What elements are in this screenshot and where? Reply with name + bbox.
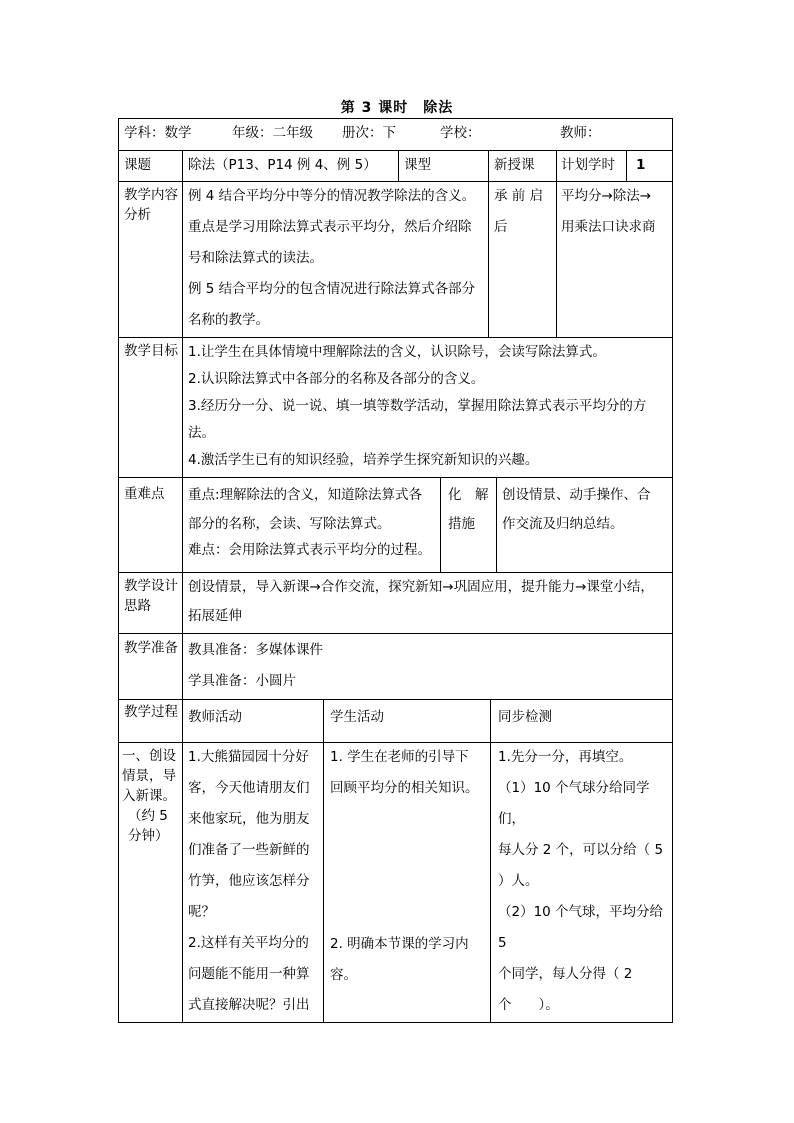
analysis-line: 号和除法算式的读法。 — [188, 250, 323, 266]
lesson-hours-value: 1 — [636, 157, 646, 173]
preparation-label: 教学准备 — [124, 640, 178, 656]
objectives-content — [188, 339, 670, 474]
teacher-line: 2.这样有关平均分的 — [188, 935, 309, 951]
teacher-line: 1.大熊猫园园十分好 — [188, 749, 309, 765]
analysis-line: 例 5 结合平均分的包含情况进行除法算式各部分 — [188, 281, 476, 297]
objective-line: 3.经历分一分、说一说、填一填等数学活动，掌握用除法算式表示平均分的方 — [188, 398, 647, 414]
teacher-activity — [188, 742, 322, 1021]
student-line: 1. 学生在老师的引导下 — [330, 749, 469, 765]
difficulty-line: 难点：会用除法算式表示平均分的过程。 — [188, 542, 431, 558]
analysis-line: 名称的教学。 — [188, 312, 269, 328]
teacher-line: 式直接解决呢？引出 — [188, 997, 310, 1013]
design-label: 教学设计思路 — [124, 578, 178, 614]
analysis-label: 教学内容分析 — [124, 187, 178, 223]
analysis-line: 重点是学习用除法算式表示平均分，然后介绍除 — [188, 219, 472, 235]
design-content — [188, 573, 672, 631]
col-student-header: 学生活动 — [330, 709, 384, 725]
stage-line: 入新课。 — [122, 788, 176, 804]
objective-line: 法。 — [188, 425, 215, 441]
stage-line: 分钟） — [128, 828, 169, 844]
preparation-content — [188, 635, 323, 697]
check-line: 个同学，每人分得（ 2 — [498, 966, 633, 982]
solve-label — [448, 481, 489, 539]
lesson-type-value: 新授课 — [494, 157, 535, 173]
solve-label-line: 化 解 — [448, 487, 489, 503]
lesson-plan-table — [118, 118, 673, 1023]
difficulty-content — [188, 481, 440, 561]
teacher-line: 客，今天他请朋友们 — [188, 780, 310, 796]
lesson-type-label: 课型 — [404, 157, 431, 173]
teacher-line: 问题能不能用一种算 — [188, 966, 310, 982]
teacher-line: 呢？ — [188, 904, 215, 920]
process-label: 教学过程 — [124, 704, 178, 720]
objective-line: 4.激活学生已有的知识经验，培养学生探究新知识的兴趣。 — [188, 452, 539, 468]
page-title: 第 3 课时 除法 — [340, 100, 454, 116]
check-line: 个 ）。 — [498, 997, 559, 1013]
objective-line: 2.认识除法算式中各部分的名称及各部分的含义。 — [188, 371, 485, 387]
teacher-line: 们准备了一些新鲜的 — [188, 842, 310, 858]
stage-label — [122, 746, 180, 846]
lesson-hours-label: 计划学时 — [561, 157, 615, 173]
subject-field: 学科：数学 — [124, 125, 192, 141]
student-activity-1 — [330, 742, 490, 804]
solve-line: 作交流及归纳总结。 — [502, 516, 624, 532]
lesson-value: 除法（P13、P14 例 4、例 5） — [188, 157, 377, 173]
lesson-label: 课题 — [124, 157, 151, 173]
check-line: ）人。 — [498, 873, 539, 889]
link-label — [494, 181, 543, 243]
student-line: 2. 明确本节课的学习内 — [330, 936, 469, 952]
stage-line: 情景，导 — [122, 768, 176, 784]
sync-check — [498, 742, 670, 1021]
solve-line: 创设情景、动手操作、合 — [502, 487, 651, 503]
difficulty-line: 部分的名称，会读、写除法算式。 — [188, 516, 391, 532]
link-label-line: 承 前 启 — [494, 188, 544, 204]
link-line: 用乘法口诀求商 — [561, 219, 656, 235]
col-teacher-header: 教师活动 — [188, 709, 242, 725]
analysis-line: 例 4 结合平均分中等分的情况教学除法的含义。 — [188, 188, 476, 204]
difficulty-line: 重点:理解除法的含义，知道除法算式各 — [188, 487, 423, 503]
link-label-line: 后 — [494, 219, 508, 235]
school-field: 学校： — [440, 125, 481, 141]
teacher-line: 来他家玩，他为朋友 — [188, 811, 310, 827]
link-content — [561, 181, 656, 243]
check-line: 1.先分一分，再填空。 — [498, 749, 633, 765]
design-line: 拓展延伸 — [188, 608, 242, 624]
teacher-line: 竹笋，他应该怎样分 — [188, 873, 310, 889]
preparation-line: 学具准备：小圆片 — [188, 673, 296, 689]
teacher-field: 教师： — [560, 125, 601, 141]
solve-label-line: 措施 — [448, 516, 475, 532]
student-line: 回顾平均分的相关知识。 — [330, 780, 479, 796]
stage-line: 一、创设 — [122, 748, 176, 764]
check-line: （1）10 个气球分给同学们， — [498, 780, 650, 827]
grade-field: 年级：二年级 — [232, 125, 313, 141]
link-line: 平均分→除法→ — [561, 188, 652, 204]
volume-field: 册次：下 — [342, 125, 396, 141]
objective-line: 1.让学生在具体情境中理解除法的含义，认识除号，会读写除法算式。 — [188, 344, 606, 360]
student-activity-2 — [330, 929, 490, 991]
student-line: 容。 — [330, 967, 357, 983]
stage-line: （约 5 — [128, 808, 168, 824]
objectives-label: 教学目标 — [124, 343, 178, 359]
design-line: 创设情景，导入新课→合作交流，探究新知→巩固应用，提升能力→课堂小结， — [188, 579, 654, 595]
col-check-header: 同步检测 — [498, 709, 552, 725]
preparation-line: 教具准备：多媒体课件 — [188, 642, 323, 658]
solve-content — [502, 481, 670, 539]
check-line: （2）10 个气球，平均分给 5 — [498, 904, 664, 951]
analysis-content — [188, 181, 486, 336]
difficulty-label: 重难点 — [124, 486, 165, 502]
check-line: 每人分 2 个，可以分给（ 5 — [498, 842, 664, 858]
